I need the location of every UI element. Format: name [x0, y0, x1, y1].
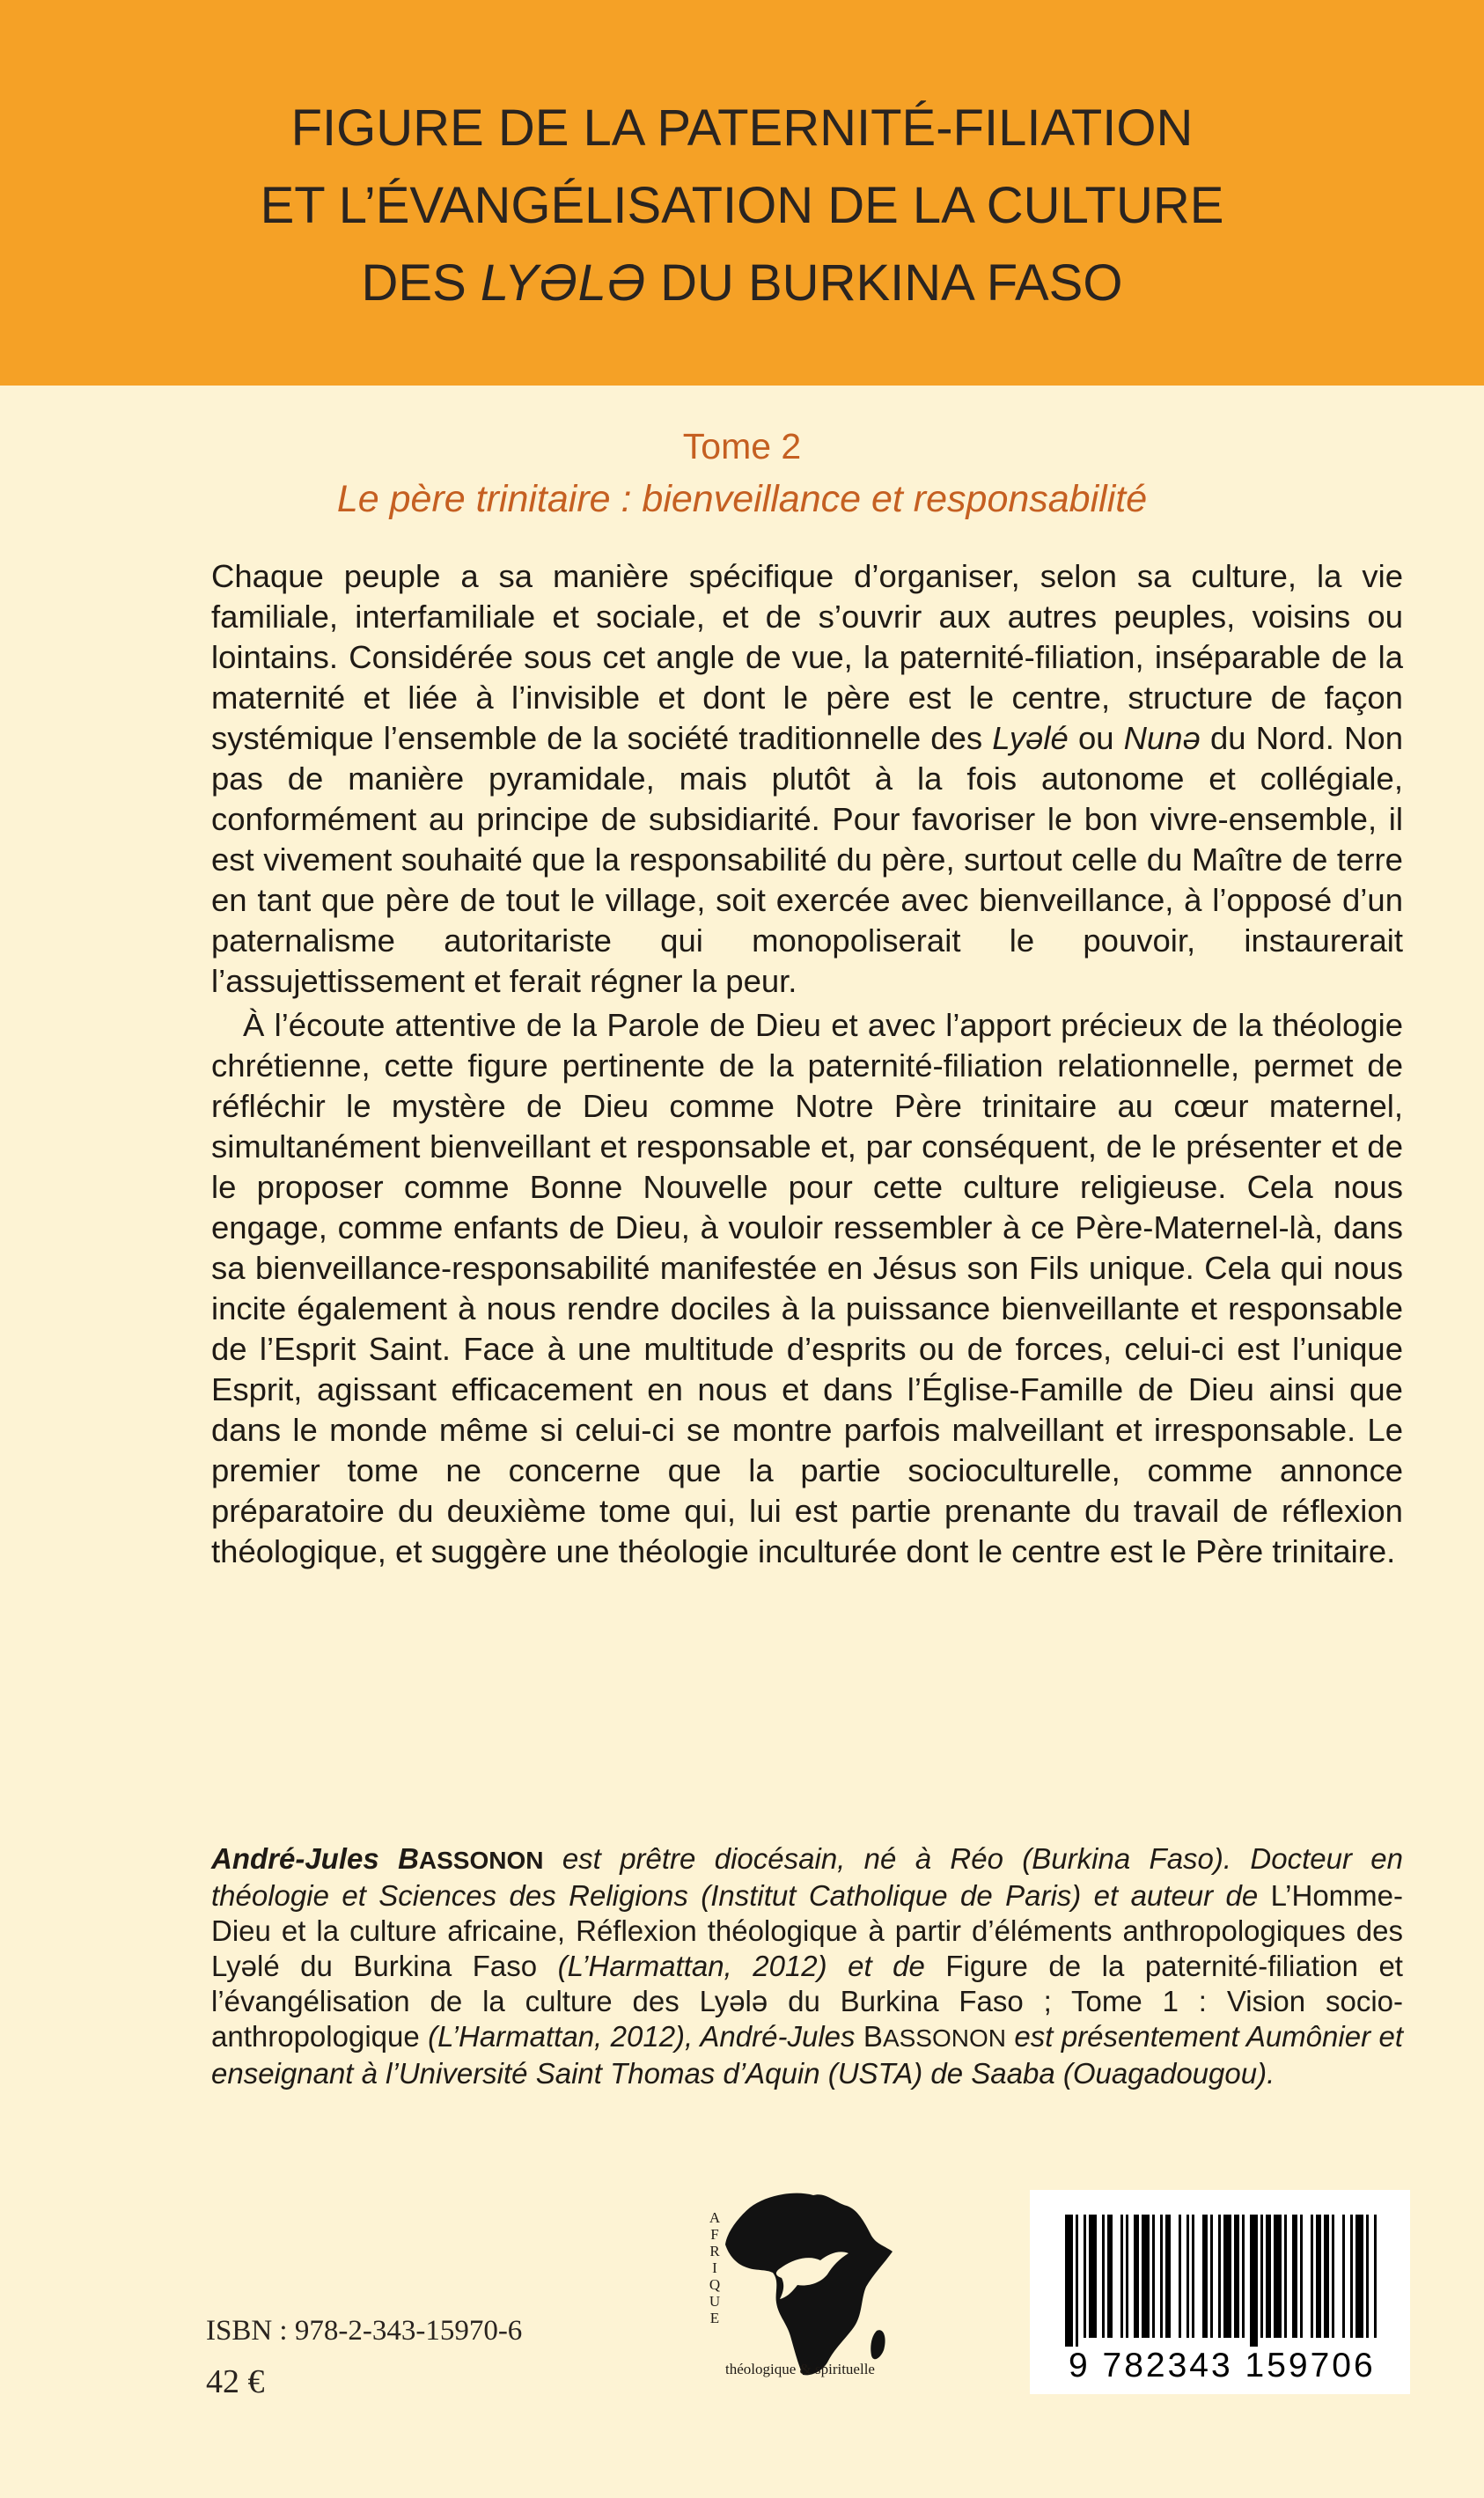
- summary-text: [211, 556, 1403, 1572]
- barcode-bar: [1186, 2215, 1189, 2338]
- barcode-bar: [1223, 2215, 1231, 2338]
- bio-book-2: Figure de la paternité-filiation et l’évangélisation de la culture des Lyələ du Burkina Faso ; Tome 1 : Vision socio-anthropologique: [211, 1950, 1403, 2053]
- barcode-bar: [1120, 2215, 1123, 2338]
- barcode-bar: [1134, 2215, 1139, 2338]
- price: 42 €: [206, 2363, 265, 2400]
- title-line-3-pre: DES: [361, 254, 481, 312]
- bio-text-3: (L’Harmattan, 2012), André-Jules: [419, 2020, 863, 2053]
- barcode-bar: [1366, 2215, 1369, 2338]
- bio-text-4: est présentement Aumônier et enseignant à l’Université Saint Thomas d’Aquin (USTA) de Saaba (Ouagadougou).: [211, 2020, 1403, 2090]
- logo-caption: théologique & spirituelle: [725, 2361, 875, 2377]
- madagascar-silhouette: [871, 2330, 885, 2359]
- barcode-digits: 9 782343 159706: [1069, 2347, 1376, 2384]
- barcode-bar: [1324, 2215, 1329, 2338]
- p1-part-b: du Nord. Non pas de manière pyramidale, mais plutôt à la fois autonome et collégiale, conformément au principe de subsidiarité. Pour favoriser le bon vivre-ensemble, il est vivement souhaité que la responsabilité du père, surtout celle du Maître de terre en tant que père de tout le village, soit exercée avec bienveillance, à l’opposé d’un paternalisme autoritariste qui monopoliserait le pouvoir, instaurerait l’assujettissement et ferait régner la peur.: [211, 720, 1404, 999]
- barcode-bar: [1300, 2215, 1303, 2338]
- bio-book-1: L’Homme-Dieu et la culture africaine, Réflexion théologique à partir d’éléments anthropologiques des Lyəlé du Burkina Faso: [211, 1879, 1403, 1982]
- barcode-bar: [1160, 2215, 1163, 2338]
- barcode-bar: [1089, 2215, 1097, 2338]
- summary-paragraph-2: À l’écoute attentive de la Parole de Dieu et avec l’apport précieux de la théologie chrétienne, cette figure pertinente de la paternité-filiation relationnelle, permet de réfléchir le mystère de Dieu comme Notre Père trinitaire au cœur maternel, simultanément bienveillant et responsable et, par conséquent, de le présenter et de le proposer comme Bonne Nouvelle pour cette culture religieuse. Cela nous engage, comme enfants de Dieu, à vouloir ressembler à ce Père-Maternel-là, dans sa bienveillance-responsabilité manifestée en Jésus son Fils unique. Cela qui nous incite également à nous rendre dociles à la puissance bienveillante et responsable de l’Esprit Saint. Face à une multitude d’esprits ou de forces, celui-ci est l’unique Esprit, agissant efficacement en nous et dans l’Église-Famille de Dieu ainsi que dans le monde même si celui-ci se montre parfois malveillant et irresponsable. Le premier tome ne concerne que la partie socioculturelle, comme annonce préparatoire du deuxième tome qui, lui est partie prenante du travail de réflexion théologique, et suggère une théologie inculturée dont le centre est le Père trinitaire.: [211, 1007, 1403, 1569]
- barcode-bar: [1242, 2215, 1245, 2338]
- bio-author2-rest: ASSONON: [882, 2024, 1006, 2052]
- bio-text-1: est prêtre diocésain, né à Réo (Burkina Faso). Docteur en théologie et Sciences des Religions (Institut Catholique de Paris) et auteur de: [211, 1842, 1403, 1912]
- tome-label: Tome 2: [682, 426, 802, 467]
- book-title: [0, 90, 1484, 322]
- barcode-bar: [1355, 2215, 1363, 2338]
- barcode-bar: [1350, 2215, 1353, 2338]
- barcode-bar: [1210, 2215, 1213, 2338]
- barcode-bar: [1332, 2215, 1334, 2338]
- barcode-bar: [1192, 2215, 1194, 2338]
- bio-author-rest: ASSONON: [418, 1847, 544, 1874]
- barcode-bar: [1179, 2215, 1181, 2338]
- title-line-1: FIGURE DE LA PATERNITÉ-FILIATION: [290, 99, 1194, 157]
- barcode-bar: [1274, 2215, 1282, 2338]
- barcode-bar: [1076, 2215, 1078, 2347]
- logo-letter: U: [709, 2293, 721, 2310]
- bio-text-2: (L’Harmattan, 2012) et de: [537, 1950, 946, 1982]
- p1-part-a: Chaque peuple a sa manière spécifique d’organiser, selon sa culture, la vie familiale, interfamiliale et sociale, et de s’ouvrir aux autres peuples, voisins ou lointains. Considérée sous cet angle de vue, la paternité-filiation, inséparable de la maternité et liée à l’invisible et dont le père est le centre, structure de façon systémique l’ensemble de la société traditionnelle des: [211, 558, 1403, 756]
- barcode-bar: [1260, 2215, 1263, 2338]
- p1-lyele: Lyəlé: [992, 720, 1069, 756]
- barcode-bar: [1107, 2215, 1113, 2338]
- barcode-bar: [1142, 2215, 1150, 2338]
- barcode-bar: [1084, 2215, 1086, 2338]
- barcode-bar: [1102, 2215, 1105, 2338]
- subtitle-block: [0, 421, 1484, 526]
- barcode-bar: [1342, 2215, 1345, 2338]
- barcode-bar: [1292, 2215, 1297, 2338]
- bio-author-b: B: [398, 1842, 419, 1875]
- logo-vertical-text: [706, 2209, 724, 2326]
- barcode-bar: [1250, 2215, 1258, 2347]
- barcode-bar: [1126, 2215, 1128, 2338]
- author-bio: [211, 1841, 1403, 2091]
- summary-paragraph-1: [211, 556, 1403, 1002]
- logo-letter: E: [709, 2310, 720, 2326]
- logo-letter: Q: [709, 2276, 721, 2293]
- title-lyele: LYƏLƏ: [480, 254, 646, 312]
- logo-letter: A: [709, 2209, 721, 2226]
- barcode-bar: [1374, 2215, 1377, 2338]
- title-line-3-post: DU BURKINA FASO: [646, 254, 1123, 312]
- barcode-bar: [1218, 2215, 1221, 2338]
- barcode-bar: [1266, 2215, 1271, 2338]
- logo-letter: F: [710, 2226, 719, 2243]
- barcode-bar: [1202, 2215, 1208, 2338]
- p1-nune: Nunə: [1123, 720, 1201, 756]
- barcode-bar: [1316, 2215, 1321, 2338]
- title-band: [0, 0, 1484, 386]
- barcode-bar: [1311, 2215, 1313, 2338]
- barcode-bar: [1152, 2215, 1155, 2338]
- logo-letter: I: [712, 2259, 717, 2276]
- barcode-bar: [1065, 2215, 1073, 2347]
- logo-letter: R: [709, 2243, 720, 2259]
- p1-ou: ou: [1068, 720, 1124, 756]
- barcode-bar: [1234, 2215, 1239, 2338]
- barcode-bar: [1165, 2215, 1171, 2338]
- title-line-2: ET L’ÉVANGÉLISATION DE LA CULTURE: [260, 177, 1224, 234]
- isbn: ISBN : 978-2-343-15970-6: [206, 2315, 523, 2347]
- subtitle: Le père trinitaire : bienveillance et responsabilité: [336, 478, 1148, 520]
- bio-author-first: André-Jules: [211, 1842, 399, 1875]
- title-line-3: [0, 245, 1484, 322]
- bio-author2-b: B: [863, 2020, 883, 2053]
- barcode-bar: [1284, 2215, 1287, 2338]
